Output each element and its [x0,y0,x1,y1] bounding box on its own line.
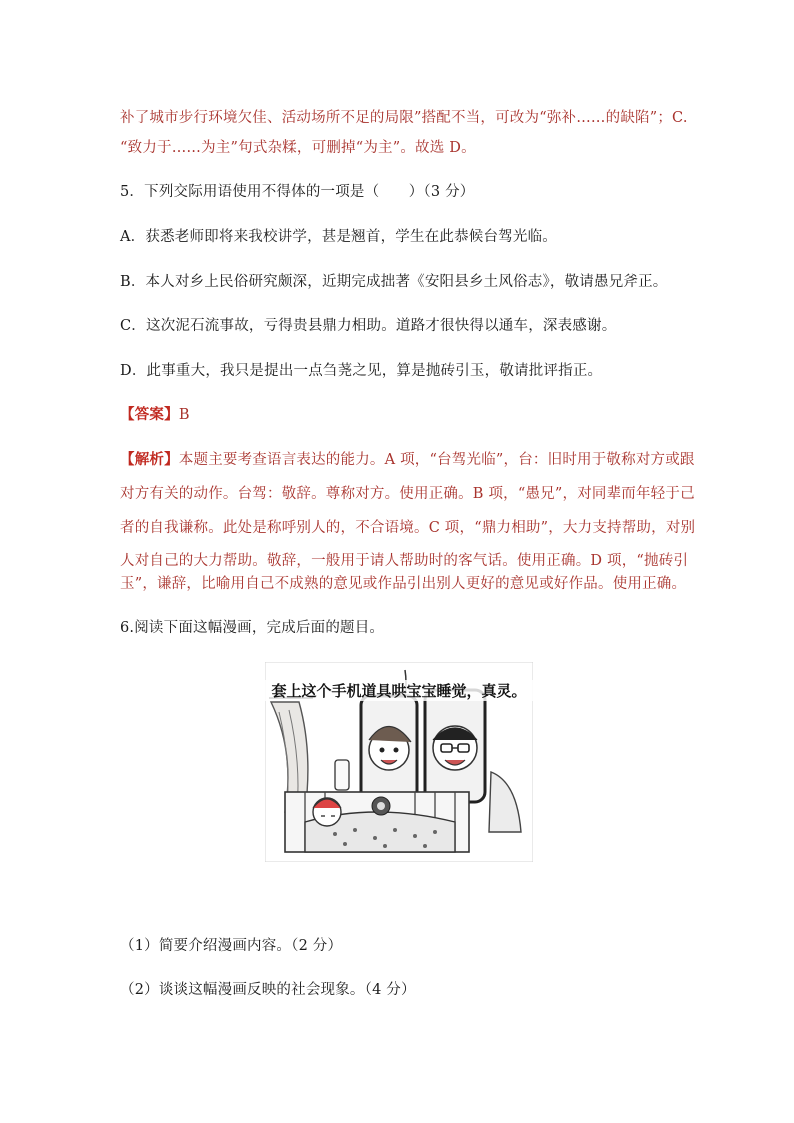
q5-analysis-line-3: 者的自我谦称。此处是称呼别人的，不合语境。C 项，“鼎力相助”，大力支持帮助，对别 [120,520,696,536]
q6-stem: 6.阅读下面这幅漫画，完成后面的题目。 [120,620,385,636]
cartoon-image [265,662,533,862]
analysis-text: 本题主要考查语言表达的能力。A 项，“台驾光临”，台：旧时用于敬称对方或跟 [178,452,695,468]
answer-tag: 【答案】 [120,406,179,423]
answer-value: B [178,407,190,423]
q5-option-c: C．这次泥石流事故，亏得贵县鼎力相助。道路才很快得以通车，深表感谢。 [120,318,617,334]
q5-analysis-line-4: 人对自己的大力帮助。敬辞，一般用于请人帮助时的客气话。使用正确。D 项，“抛砖引 [120,553,689,569]
q5-analysis-line-2: 对方有关的动作。台驾：敬辞。尊称对方。使用正确。B 项，“愚兄”，对同辈而年轻于己 [120,486,695,502]
q5-option-a: A．获悉老师即将来我校讲学，甚是翘首，学生在此恭候台驾光临。 [120,229,557,245]
q5-analysis-line-1 [120,448,695,469]
q5-option-d: D．此事重大，我只是提出一点刍荛之见，算是抛砖引玉，敬请批评指正。 [120,363,603,379]
analysis-tag: 【解析】 [120,451,179,468]
prev-explanation-line-1: 补了城市步行环境欠佳、活动场所不足的局限”搭配不当，可改为“弥补……的缺陷”；C. [120,110,688,126]
q6-sub-1: （1）简要介绍漫画内容。（2 分） [120,938,343,954]
prev-explanation-line-2: “致力于……为主”句式杂糅，可删掉“为主”。故选 D。 [120,140,476,156]
q5-option-b: B．本人对乡上民俗研究颇深，近期完成拙著《安阳县乡土风俗志》，敬请愚兄斧正。 [120,274,668,290]
cartoon-caption: 套上这个手机道具哄宝宝睡觉，真灵。 [259,680,539,701]
q5-answer [120,403,190,424]
q5-stem: 5．下列交际用语使用不得体的一项是（ ）（3 分） [120,184,475,200]
q6-sub-2: （2）谈谈这幅漫画反映的社会现象。（4 分） [120,982,416,998]
q5-analysis-line-5: 玉”，谦辞，比喻用自己不成熟的意见或作品引出别人更好的意见或好作品。使用正确。 [120,576,687,592]
